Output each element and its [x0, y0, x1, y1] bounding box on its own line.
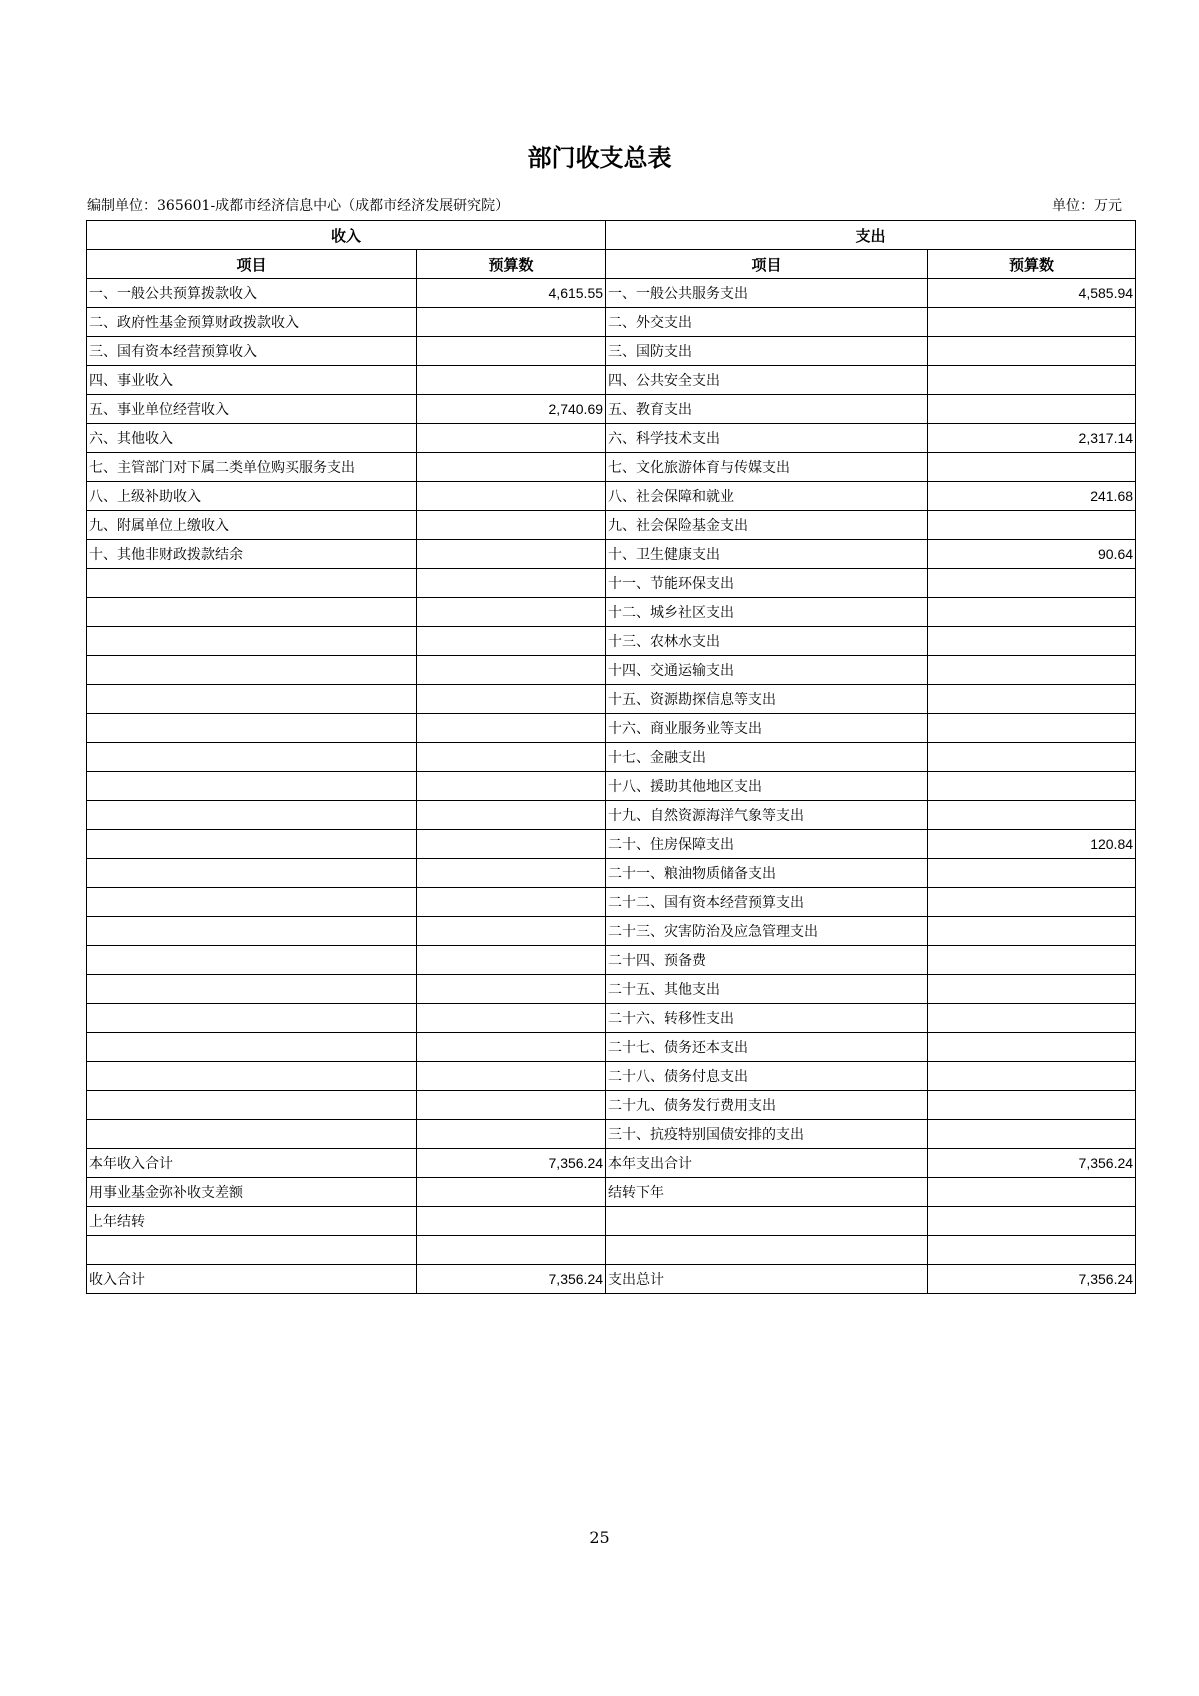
expense-item-cell: 二十八、债务付息支出 — [606, 1062, 928, 1091]
table-row — [87, 366, 1136, 395]
expense-item-cell: 二十、住房保障支出 — [606, 830, 928, 859]
income-item-cell — [87, 1236, 417, 1265]
table-row — [87, 1207, 1136, 1236]
income-item-cell — [87, 975, 417, 1004]
expense-item-cell: 二、外交支出 — [606, 308, 928, 337]
document-meta — [87, 195, 1122, 215]
expense-value-cell — [928, 801, 1136, 830]
income-item-cell — [87, 859, 417, 888]
expense-item-cell: 三、国防支出 — [606, 337, 928, 366]
table-row — [87, 1120, 1136, 1149]
expense-value-cell: 2,317.14 — [928, 424, 1136, 453]
expense-value-cell — [928, 1236, 1136, 1265]
expense-value-cell — [928, 743, 1136, 772]
income-value-cell — [417, 1236, 606, 1265]
income-item-cell: 十、其他非财政拨款结余 — [87, 540, 417, 569]
expense-item-cell: 二十三、灾害防治及应急管理支出 — [606, 917, 928, 946]
expense-item-cell: 十二、城乡社区支出 — [606, 598, 928, 627]
income-item-cell — [87, 1091, 417, 1120]
income-item-cell — [87, 627, 417, 656]
expense-value-cell: 4,585.94 — [928, 279, 1136, 308]
expense-value-cell — [928, 1004, 1136, 1033]
table-row — [87, 511, 1136, 540]
expense-value-cell: 7,356.24 — [928, 1149, 1136, 1178]
income-item-cell — [87, 656, 417, 685]
expense-value-cell — [928, 888, 1136, 917]
table-row — [87, 743, 1136, 772]
expense-value-cell — [928, 1091, 1136, 1120]
expense-value-cell — [928, 1120, 1136, 1149]
income-value-cell — [417, 1062, 606, 1091]
table-row — [87, 395, 1136, 424]
table-row — [87, 1149, 1136, 1178]
expense-value-cell — [928, 395, 1136, 424]
income-item-cell — [87, 1120, 417, 1149]
income-item-cell — [87, 1033, 417, 1062]
income-item-cell: 本年收入合计 — [87, 1149, 417, 1178]
expense-item-cell: 三十、抗疫特别国债安排的支出 — [606, 1120, 928, 1149]
income-item-cell: 收入合计 — [87, 1265, 417, 1294]
compiler-label: 编制单位：365601-成都市经济信息中心（成都市经济发展研究院） — [87, 198, 510, 214]
expense-item-cell: 二十一、粮油物质储备支出 — [606, 859, 928, 888]
expense-value-cell — [928, 569, 1136, 598]
expense-value-cell — [928, 1178, 1136, 1207]
income-value-cell — [417, 453, 606, 482]
income-item-cell — [87, 569, 417, 598]
table-row — [87, 975, 1136, 1004]
expense-value-cell — [928, 453, 1136, 482]
expense-item-cell: 五、教育支出 — [606, 395, 928, 424]
income-value-cell — [417, 598, 606, 627]
income-value-cell — [417, 917, 606, 946]
expense-section-header: 支出 — [606, 221, 1136, 250]
expense-value-cell — [928, 917, 1136, 946]
income-item-cell: 用事业基金弥补收支差额 — [87, 1178, 417, 1207]
income-value-cell: 7,356.24 — [417, 1149, 606, 1178]
expense-value-cell — [928, 598, 1136, 627]
expense-item-cell: 二十六、转移性支出 — [606, 1004, 928, 1033]
income-item-cell: 七、主管部门对下属二类单位购买服务支出 — [87, 453, 417, 482]
table-row — [87, 830, 1136, 859]
expense-item-cell: 四、公共安全支出 — [606, 366, 928, 395]
expense-item-cell: 八、社会保障和就业 — [606, 482, 928, 511]
expense-item-cell: 结转下年 — [606, 1178, 928, 1207]
table-row — [87, 569, 1136, 598]
income-item-cell: 五、事业单位经营收入 — [87, 395, 417, 424]
income-value-cell — [417, 1120, 606, 1149]
income-item-cell: 六、其他收入 — [87, 424, 417, 453]
income-value-cell — [417, 1178, 606, 1207]
income-value-cell — [417, 569, 606, 598]
expense-value-cell — [928, 1062, 1136, 1091]
table-row — [87, 337, 1136, 366]
expense-item-cell: 本年支出合计 — [606, 1149, 928, 1178]
expense-item-cell: 支出总计 — [606, 1265, 928, 1294]
expense-item-cell: 二十四、预备费 — [606, 946, 928, 975]
expense-item-cell: 七、文化旅游体育与传媒支出 — [606, 453, 928, 482]
table-row — [87, 859, 1136, 888]
table-row — [87, 772, 1136, 801]
expense-value-cell — [928, 685, 1136, 714]
income-item-cell: 二、政府性基金预算财政拨款收入 — [87, 308, 417, 337]
income-item-cell — [87, 830, 417, 859]
income-value-cell — [417, 1004, 606, 1033]
expense-item-cell: 十六、商业服务业等支出 — [606, 714, 928, 743]
expense-item-cell: 十四、交通运输支出 — [606, 656, 928, 685]
income-value-cell — [417, 1207, 606, 1236]
expense-item-cell: 二十七、债务还本支出 — [606, 1033, 928, 1062]
income-budget-header: 预算数 — [417, 250, 606, 279]
income-value-cell — [417, 627, 606, 656]
income-value-cell — [417, 482, 606, 511]
income-value-cell — [417, 424, 606, 453]
expense-value-cell — [928, 627, 1136, 656]
expense-value-cell — [928, 1033, 1136, 1062]
table-row — [87, 801, 1136, 830]
table-column-header — [87, 250, 1136, 279]
expense-value-cell — [928, 772, 1136, 801]
income-value-cell — [417, 540, 606, 569]
expense-value-cell — [928, 859, 1136, 888]
page-title: 部门收支总表 — [527, 144, 672, 172]
expense-item-cell: 十九、自然资源海洋气象等支出 — [606, 801, 928, 830]
table-row — [87, 424, 1136, 453]
page-number: 25 — [589, 1528, 610, 1547]
expense-budget-header: 预算数 — [928, 250, 1136, 279]
table-row — [87, 1033, 1136, 1062]
income-value-cell — [417, 714, 606, 743]
table-row — [87, 627, 1136, 656]
income-value-cell — [417, 337, 606, 366]
expense-item-cell: 二十二、国有资本经营预算支出 — [606, 888, 928, 917]
income-value-cell: 7,356.24 — [417, 1265, 606, 1294]
income-value-cell — [417, 975, 606, 1004]
table-row — [87, 1178, 1136, 1207]
income-item-cell — [87, 714, 417, 743]
income-item-cell: 八、上级补助收入 — [87, 482, 417, 511]
income-value-cell — [417, 772, 606, 801]
expense-value-cell — [928, 975, 1136, 1004]
income-value-cell — [417, 366, 606, 395]
expense-item-cell: 六、科学技术支出 — [606, 424, 928, 453]
table-row — [87, 888, 1136, 917]
income-value-cell — [417, 308, 606, 337]
expense-item-cell: 十五、资源勘探信息等支出 — [606, 685, 928, 714]
expense-value-cell — [928, 308, 1136, 337]
income-item-cell — [87, 801, 417, 830]
expense-value-cell: 241.68 — [928, 482, 1136, 511]
income-item-cell — [87, 917, 417, 946]
income-value-cell — [417, 1033, 606, 1062]
table-row — [87, 453, 1136, 482]
income-item-cell — [87, 946, 417, 975]
income-value-cell — [417, 685, 606, 714]
table-row — [87, 946, 1136, 975]
table-row — [87, 917, 1136, 946]
table-row — [87, 685, 1136, 714]
expense-value-cell — [928, 714, 1136, 743]
income-item-cell — [87, 743, 417, 772]
table-row — [87, 1265, 1136, 1294]
table-row — [87, 308, 1136, 337]
expense-item-cell: 一、一般公共服务支出 — [606, 279, 928, 308]
expense-value-cell — [928, 946, 1136, 975]
expense-value-cell — [928, 337, 1136, 366]
income-value-cell — [417, 801, 606, 830]
expense-value-cell — [928, 656, 1136, 685]
expense-value-cell: 90.64 — [928, 540, 1136, 569]
expense-item-cell — [606, 1236, 928, 1265]
income-value-cell — [417, 656, 606, 685]
table-row — [87, 1004, 1136, 1033]
income-value-cell — [417, 1091, 606, 1120]
table-row — [87, 482, 1136, 511]
income-section-header: 收入 — [87, 221, 606, 250]
expense-value-cell: 7,356.24 — [928, 1265, 1136, 1294]
table-row — [87, 714, 1136, 743]
expense-value-cell — [928, 366, 1136, 395]
income-value-cell — [417, 946, 606, 975]
expense-item-cell: 十、卫生健康支出 — [606, 540, 928, 569]
table-row — [87, 1062, 1136, 1091]
income-item-cell — [87, 1062, 417, 1091]
table-row — [87, 279, 1136, 308]
income-item-cell — [87, 685, 417, 714]
income-item-cell: 一、一般公共预算拨款收入 — [87, 279, 417, 308]
expense-item-cell: 十三、农林水支出 — [606, 627, 928, 656]
income-item-cell — [87, 1004, 417, 1033]
expense-item-cell: 十一、节能环保支出 — [606, 569, 928, 598]
expense-item-cell: 二十五、其他支出 — [606, 975, 928, 1004]
budget-table — [86, 220, 1136, 1294]
table-section-header — [87, 221, 1136, 250]
income-item-cell: 上年结转 — [87, 1207, 417, 1236]
income-item-cell — [87, 772, 417, 801]
income-value-cell — [417, 888, 606, 917]
expense-item-cell: 十七、金融支出 — [606, 743, 928, 772]
table-row — [87, 1091, 1136, 1120]
expense-value-cell — [928, 511, 1136, 540]
expense-item-cell — [606, 1207, 928, 1236]
table-row — [87, 540, 1136, 569]
income-item-cell — [87, 598, 417, 627]
expense-item-cell: 九、社会保险基金支出 — [606, 511, 928, 540]
income-item-cell: 三、国有资本经营预算收入 — [87, 337, 417, 366]
expense-value-cell: 120.84 — [928, 830, 1136, 859]
income-item-header: 项目 — [87, 250, 417, 279]
income-value-cell: 4,615.55 — [417, 279, 606, 308]
expense-item-header: 项目 — [606, 250, 928, 279]
table-row — [87, 598, 1136, 627]
expense-item-cell: 十八、援助其他地区支出 — [606, 772, 928, 801]
table-row — [87, 1236, 1136, 1265]
income-item-cell: 四、事业收入 — [87, 366, 417, 395]
expense-item-cell: 二十九、债务发行费用支出 — [606, 1091, 928, 1120]
income-value-cell — [417, 859, 606, 888]
unit-label: 单位：万元 — [1052, 198, 1122, 214]
income-value-cell: 2,740.69 — [417, 395, 606, 424]
income-item-cell: 九、附属单位上缴收入 — [87, 511, 417, 540]
income-item-cell — [87, 888, 417, 917]
income-value-cell — [417, 511, 606, 540]
expense-value-cell — [928, 1207, 1136, 1236]
table-row — [87, 656, 1136, 685]
income-value-cell — [417, 830, 606, 859]
income-value-cell — [417, 743, 606, 772]
